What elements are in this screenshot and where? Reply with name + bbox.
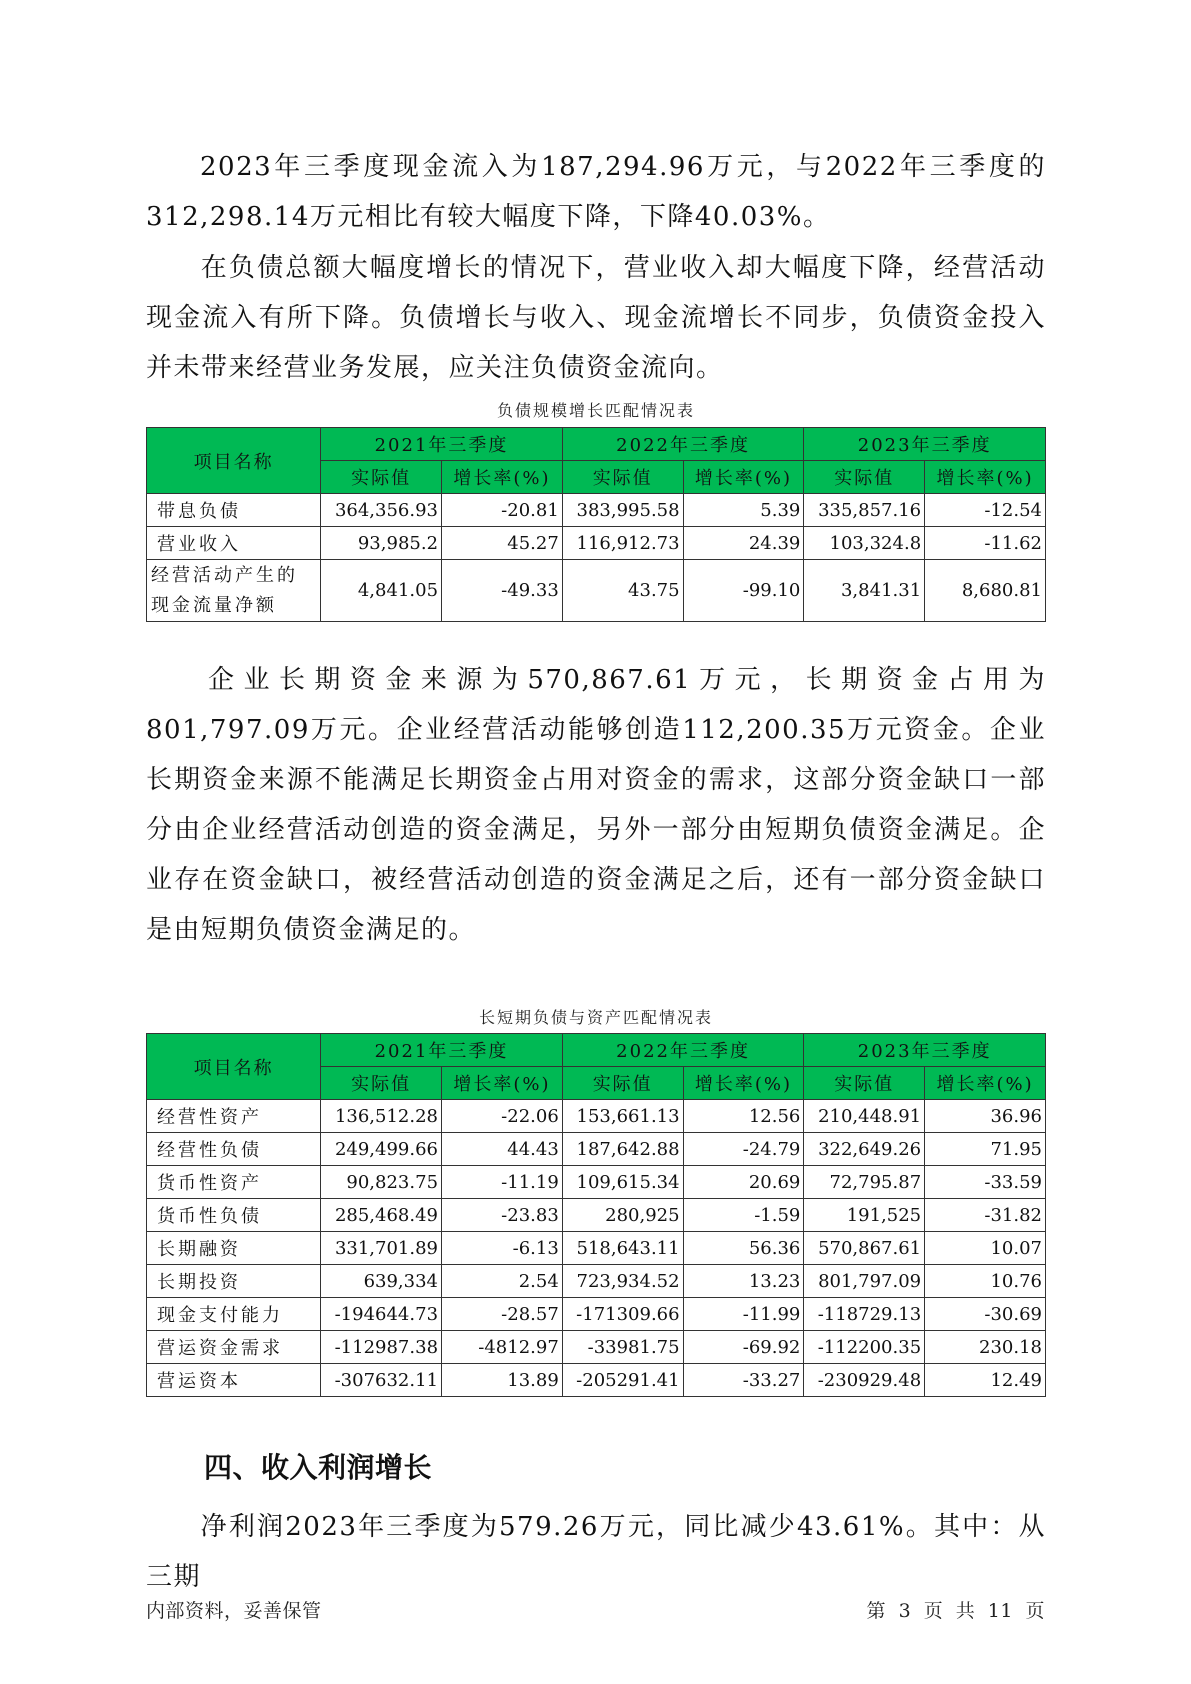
- cell-growth-rate: 10.76: [925, 1265, 1046, 1298]
- paragraph-text: 2023年三季度现金流入为187,294.96万元，与2022年三季度的312,298.14万元相比有较大幅度下降，下降40.03%。: [146, 152, 1046, 232]
- table-row: [147, 1265, 1046, 1298]
- cell-growth-rate: -69.92: [683, 1331, 804, 1364]
- header-actual: 实际值: [562, 461, 683, 494]
- cell-actual-value: 322,649.26: [804, 1133, 925, 1166]
- table-row: [147, 1331, 1046, 1364]
- cell-actual-value: 723,934.52: [562, 1265, 683, 1298]
- header-actual: 实际值: [321, 461, 442, 494]
- section-heading: 四、收入利润增长: [204, 1451, 433, 1484]
- cell-actual-value: 570,867.61: [804, 1232, 925, 1265]
- table-row: [147, 1364, 1046, 1397]
- row-label: 营运资金需求: [147, 1331, 321, 1364]
- cell-growth-rate: 20.69: [683, 1166, 804, 1199]
- table1-body: [147, 494, 1046, 622]
- cell-actual-value: 136,512.28: [321, 1100, 442, 1133]
- cell-growth-rate: -33.27: [683, 1364, 804, 1397]
- cell-growth-rate: -28.57: [442, 1298, 563, 1331]
- table-row: [147, 1166, 1046, 1199]
- paragraph-text: 企业长期资金来源为570,867.61万元，长期资金占用为801,797.09万元。企业经营活动能够创造112,200.35万元资金。企业长期资金来源不能满足长期资金占用对资金的需求，这部分资金缺口一部分由企业经营活动创造的资金满足，另外一部分由短期负债资金满足。企业存在资金缺口，被经营活动创造的资金满足之后，还有一部分资金缺口是由短期负债资金满足的。: [146, 665, 1046, 945]
- cell-actual-value: 72,795.87: [804, 1166, 925, 1199]
- cell-growth-rate: 230.18: [925, 1331, 1046, 1364]
- cell-growth-rate: -4812.97: [442, 1331, 563, 1364]
- cell-actual-value: 801,797.09: [804, 1265, 925, 1298]
- debt-scale-table: [146, 427, 1046, 622]
- cell-actual-value: -194644.73: [321, 1298, 442, 1331]
- row-label: 货币性负债: [147, 1199, 321, 1232]
- table1-caption: 负债规模增长匹配情况表: [496, 401, 695, 420]
- cell-actual-value: 90,823.75: [321, 1166, 442, 1199]
- cell-growth-rate: -11.99: [683, 1298, 804, 1331]
- header-actual: 实际值: [804, 461, 925, 494]
- header-item-name: 项目名称: [147, 1034, 321, 1100]
- cell-growth-rate: -11.62: [925, 527, 1046, 560]
- cell-actual-value: 4,841.05: [321, 560, 442, 622]
- cell-actual-value: -118729.13: [804, 1298, 925, 1331]
- cell-actual-value: 210,448.91: [804, 1100, 925, 1133]
- cell-actual-value: 280,925: [562, 1199, 683, 1232]
- header-period: 2022年三季度: [562, 428, 804, 461]
- cell-growth-rate: 24.39: [683, 527, 804, 560]
- row-label: 现金支付能力: [147, 1298, 321, 1331]
- paragraph-cash-inflow: [146, 142, 1046, 242]
- cell-actual-value: 153,661.13: [562, 1100, 683, 1133]
- header-growth: 增长率(%): [442, 1067, 563, 1100]
- row-label: 经营性负债: [147, 1133, 321, 1166]
- paragraph-net-profit: [146, 1502, 1046, 1602]
- header-growth: 增长率(%): [442, 461, 563, 494]
- table-row: [147, 527, 1046, 560]
- paragraph-long-term-funds: [146, 655, 1046, 955]
- cell-growth-rate: 5.39: [683, 494, 804, 527]
- cell-growth-rate: 45.27: [442, 527, 563, 560]
- cell-growth-rate: 8,680.81: [925, 560, 1046, 622]
- cell-growth-rate: -23.83: [442, 1199, 563, 1232]
- cell-growth-rate: -99.10: [683, 560, 804, 622]
- header-growth: 增长率(%): [683, 461, 804, 494]
- cell-actual-value: -230929.48: [804, 1364, 925, 1397]
- cell-growth-rate: 10.07: [925, 1232, 1046, 1265]
- table-row: [147, 1199, 1046, 1232]
- cell-growth-rate: -22.06: [442, 1100, 563, 1133]
- cell-growth-rate: -11.19: [442, 1166, 563, 1199]
- cell-growth-rate: 71.95: [925, 1133, 1046, 1166]
- paragraph-text: 在负债总额大幅度增长的情况下，营业收入却大幅度下降，经营活动现金流入有所下降。负债增长与收入、现金流增长不同步，负债资金投入并未带来经营业务发展，应关注负债资金流向。: [146, 253, 1046, 383]
- header-period: 2023年三季度: [804, 1034, 1046, 1067]
- table-row: [147, 1100, 1046, 1133]
- row-label: 经营性资产: [147, 1100, 321, 1133]
- cell-growth-rate: 2.54: [442, 1265, 563, 1298]
- header-item-name: 项目名称: [147, 428, 321, 494]
- cell-actual-value: -112987.38: [321, 1331, 442, 1364]
- row-label: 营运资本: [147, 1364, 321, 1397]
- table-row: [147, 1232, 1046, 1265]
- cell-growth-rate: -30.69: [925, 1298, 1046, 1331]
- cell-growth-rate: 13.89: [442, 1364, 563, 1397]
- cell-actual-value: 364,356.93: [321, 494, 442, 527]
- header-period: 2022年三季度: [562, 1034, 804, 1067]
- footer-confidential-note: 内部资料，妥善保管: [146, 1600, 322, 1622]
- cell-actual-value: 383,995.58: [562, 494, 683, 527]
- footer-page-number: 第 3 页 共 11 页: [866, 1600, 1045, 1622]
- table-row: [147, 1298, 1046, 1331]
- table2-caption: 长短期负债与资产匹配情况表: [478, 1008, 713, 1027]
- cell-actual-value: -33981.75: [562, 1331, 683, 1364]
- cell-actual-value: -307632.11: [321, 1364, 442, 1397]
- table2-body: [147, 1100, 1046, 1397]
- cell-growth-rate: 44.43: [442, 1133, 563, 1166]
- cell-growth-rate: 36.96: [925, 1100, 1046, 1133]
- cell-actual-value: 331,701.89: [321, 1232, 442, 1265]
- cell-growth-rate: 12.56: [683, 1100, 804, 1133]
- cell-growth-rate: 12.49: [925, 1364, 1046, 1397]
- cell-actual-value: -205291.41: [562, 1364, 683, 1397]
- header-growth: 增长率(%): [925, 461, 1046, 494]
- header-actual: 实际值: [321, 1067, 442, 1100]
- cell-actual-value: 639,334: [321, 1265, 442, 1298]
- cell-actual-value: 518,643.11: [562, 1232, 683, 1265]
- paragraph-text: 净利润2023年三季度为579.26万元，同比减少43.61%。其中：从三期: [146, 1512, 1046, 1592]
- cell-actual-value: 116,912.73: [562, 527, 683, 560]
- debt-asset-match-table: [146, 1033, 1046, 1397]
- cell-actual-value: 249,499.66: [321, 1133, 442, 1166]
- cell-actual-value: -171309.66: [562, 1298, 683, 1331]
- paragraph-debt-analysis: [146, 243, 1046, 393]
- table-row: [147, 1133, 1046, 1166]
- cell-actual-value: 285,468.49: [321, 1199, 442, 1232]
- cell-growth-rate: 56.36: [683, 1232, 804, 1265]
- header-actual: 实际值: [562, 1067, 683, 1100]
- header-growth: 增长率(%): [683, 1067, 804, 1100]
- cell-growth-rate: 13.23: [683, 1265, 804, 1298]
- header-period: 2023年三季度: [804, 428, 1046, 461]
- header-period: 2021年三季度: [321, 428, 563, 461]
- cell-growth-rate: -24.79: [683, 1133, 804, 1166]
- cell-actual-value: 187,642.88: [562, 1133, 683, 1166]
- header-period: 2021年三季度: [321, 1034, 563, 1067]
- cell-actual-value: 335,857.16: [804, 494, 925, 527]
- table-row: [147, 494, 1046, 527]
- table-row: [147, 560, 1046, 622]
- cell-actual-value: 103,324.8: [804, 527, 925, 560]
- cell-actual-value: -112200.35: [804, 1331, 925, 1364]
- cell-growth-rate: -6.13: [442, 1232, 563, 1265]
- cell-actual-value: 93,985.2: [321, 527, 442, 560]
- header-actual: 实际值: [804, 1067, 925, 1100]
- row-label: 营业收入: [147, 527, 321, 560]
- cell-growth-rate: -49.33: [442, 560, 563, 622]
- row-label: 长期融资: [147, 1232, 321, 1265]
- cell-growth-rate: -20.81: [442, 494, 563, 527]
- row-label: 货币性资产: [147, 1166, 321, 1199]
- row-label: 带息负债: [147, 494, 321, 527]
- cell-growth-rate: -1.59: [683, 1199, 804, 1232]
- cell-growth-rate: -31.82: [925, 1199, 1046, 1232]
- cell-actual-value: 43.75: [562, 560, 683, 622]
- cell-actual-value: 191,525: [804, 1199, 925, 1232]
- cell-actual-value: 3,841.31: [804, 560, 925, 622]
- cell-actual-value: 109,615.34: [562, 1166, 683, 1199]
- cell-growth-rate: -12.54: [925, 494, 1046, 527]
- cell-growth-rate: -33.59: [925, 1166, 1046, 1199]
- row-label: 长期投资: [147, 1265, 321, 1298]
- row-label: 经营活动产生的现金流量净额: [147, 560, 321, 622]
- header-growth: 增长率(%): [925, 1067, 1046, 1100]
